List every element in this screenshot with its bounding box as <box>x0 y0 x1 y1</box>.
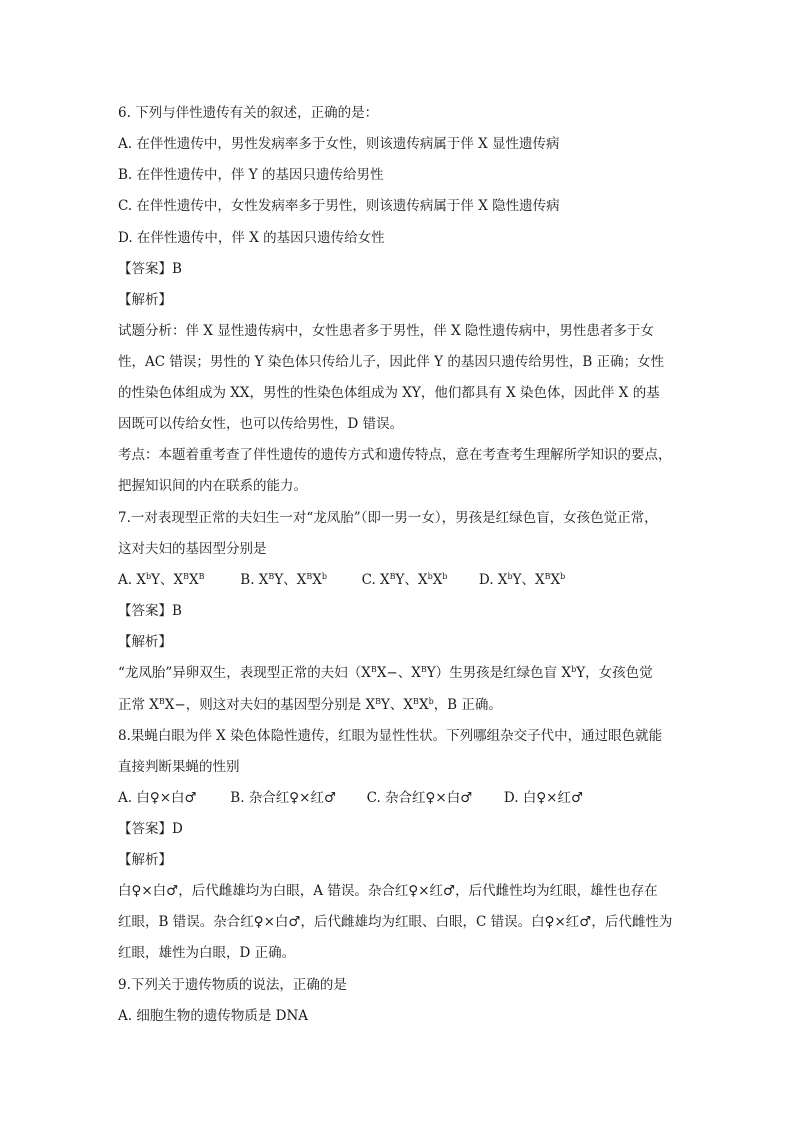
q6-analysis-line: 因既可以传给女性，也可以传给男性，D 错误。 <box>118 416 404 432</box>
q7-answer: 【答案】B <box>118 603 182 619</box>
q6-option-b: B. 在伴性遗传中，伴 Y 的基因只遗传给男性 <box>118 167 384 183</box>
q9-stem: 9.下列关于遗传物质的说法，正确的是 <box>118 977 347 993</box>
q8-option-c: C. 杂合红♀×白♂ <box>366 790 473 806</box>
q8-options <box>118 788 583 808</box>
q6-analysis-line: 考点：本题着重考查了伴性遗传的遗传方式和遗传特点，意在考查考生理解所学知识的要点， <box>118 447 672 463</box>
q6-answer: 【答案】B <box>118 261 182 277</box>
q7-analysis-line: “龙凤胎”异卵双生，表现型正常的夫妇（$X^BX-$、$X^BY$）生男孩是红绿色盲 $X^bY$，女孩色觉 <box>118 665 653 681</box>
q6-analysis-label: 【解析】 <box>118 292 172 308</box>
q8-analysis-line: 白♀×白♂，后代雌雄均为白眼，A 错误。杂合红♀×红♂，后代雌性均为红眼，雄性也存在 <box>118 883 658 899</box>
q8-analysis-label: 【解析】 <box>118 852 172 868</box>
q7-option-a: A. $X^bY$、$X^BX^B$ <box>118 572 205 588</box>
q7-stem-line: 7.一对表现型正常的夫妇生一对“龙凤胎”（即一男一女），男孩是红绿色盲，女孩色觉正常， <box>118 510 658 526</box>
q9-option-a: A. 细胞生物的遗传物质是 DNA <box>118 1008 309 1024</box>
q7-option-b: B. $X^BY$、$X^BX^b$ <box>240 572 327 588</box>
q8-answer: 【答案】D <box>118 821 183 837</box>
q6-analysis-line: 试题分析：伴 X 显性遗传病中，女性患者多于男性，伴 X 隐性遗传病中，男性患者多于女 <box>118 323 654 339</box>
q6-analysis-line: 的性染色体组成为 XX，男性的性染色体组成为 XY，他们都具有 X 染色体，因此伴 X 的基 <box>118 385 660 401</box>
q7-analysis-label: 【解析】 <box>118 634 172 650</box>
q6-analysis-line: 性，AC 错误；男性的 Y 染色体只传给儿子，因此伴 Y 的基因只遗传给男性，B 正确；女性 <box>118 354 665 370</box>
q8-analysis-line: 红眼，B 错误。杂合红♀×白♂，后代雌雄均为红眼、白眼，C 错误。白♀×红♂，后代雌性为 <box>118 914 673 930</box>
q6-analysis-line: 把握知识间的内在联系的能力。 <box>118 478 307 494</box>
q8-option-b: B. 杂合红♀×红♂ <box>230 790 337 806</box>
q8-stem-line: 8.果蝇白眼为伴 X 染色体隐性遗传，红眼为显性性状。下列哪组杂交子代中，通过眼色就能 <box>118 728 663 744</box>
q7-options <box>118 570 565 590</box>
q6-option-a: A. 在伴性遗传中，男性发病率多于女性，则该遗传病属于伴 X 显性遗传病 <box>118 136 560 152</box>
q6-option-d: D. 在伴性遗传中，伴 X 的基因只遗传给女性 <box>118 230 385 246</box>
q6-stem: 6. 下列与伴性遗传有关的叙述，正确的是： <box>118 105 379 121</box>
q6-option-c: C. 在伴性遗传中，女性发病率多于男性，则该遗传病属于伴 X 隐性遗传病 <box>118 198 560 214</box>
q8-option-d: D. 白♀×红♂ <box>503 790 584 806</box>
q7-stem-line: 这对夫妇的基因型分别是 <box>118 541 267 557</box>
q7-option-d: D. $X^bY$、$X^BX^b$ <box>478 572 566 588</box>
q8-stem-line: 直接判断果蝇的性别 <box>118 759 240 775</box>
q8-analysis-line: 红眼，雄性为白眼，D 正确。 <box>118 945 296 961</box>
q8-option-a: A. 白♀×白♂ <box>118 790 197 806</box>
q7-option-c: C. $X^BY$、$X^bX^b$ <box>361 572 448 588</box>
q7-analysis-line: 正常 $X^BX-$，则这对夫妇的基因型分别是 $X^BY$、$X^BX^b$，B 正确。 <box>118 697 502 713</box>
